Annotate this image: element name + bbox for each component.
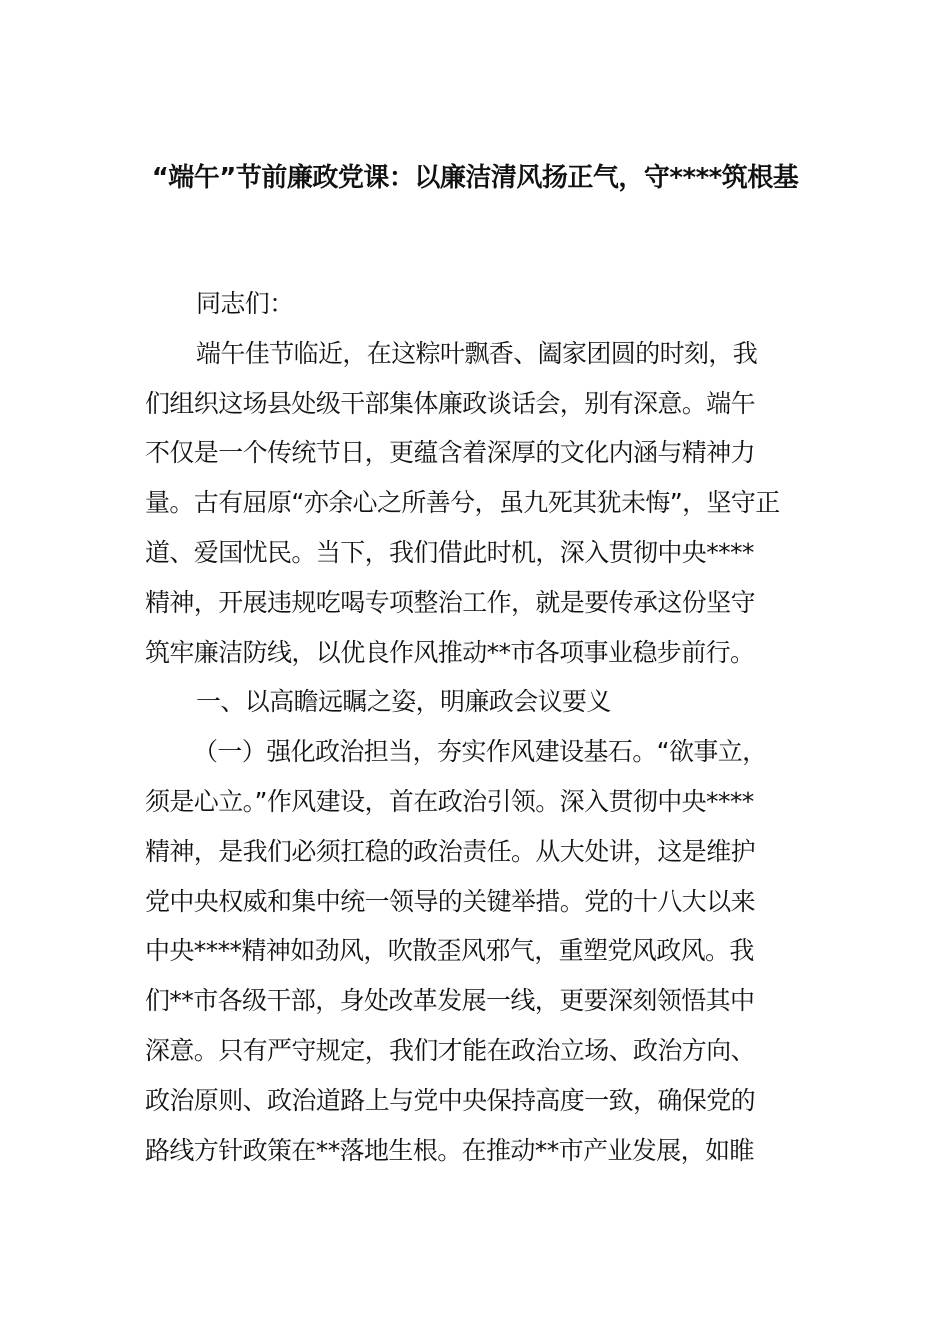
paragraph-line: 筑牢廉洁防线，以优良作风推动**市各项事业稳步前行。 xyxy=(145,637,755,667)
paragraph-line: 中央****精神如劲风，吹散歪风邪气，重塑党风政风。我 xyxy=(145,936,754,966)
paragraph-line: 们组织这场县处级干部集体廉政谈话会，别有深意。端午 xyxy=(145,388,756,418)
subsection-heading-line: （一）强化政治担当，夯实作风建设基石。“欲事立， xyxy=(193,737,767,767)
document-title: “端午”节前廉政党课：以廉洁清风扬正气，守****筑根基 xyxy=(151,163,799,193)
paragraph-line: 不仅是一个传统节日，更蕴含着深厚的文化内涵与精神力 xyxy=(145,438,756,468)
section-heading: 一、以高瞻远瞩之姿，明廉政会议要义 xyxy=(196,687,611,717)
paragraph-line: 政治原则、政治道路上与党中央保持高度一致，确保党的 xyxy=(145,1085,756,1115)
paragraph-line: 深意。只有严守规定，我们才能在政治立场、政治方向、 xyxy=(145,1035,756,1065)
paragraph-line: 量。古有屈原“亦余心之所善兮，虽九死其犹未悔”，坚守正 xyxy=(145,488,780,518)
paragraph-line: 须是心立。”作风建设，首在政治引领。深入贯彻中央**** xyxy=(145,786,754,816)
paragraph-line: 道、爱国忧民。当下，我们借此时机，深入贯彻中央**** xyxy=(145,537,754,567)
paragraph-line: 党中央权威和集中统一领导的关键举措。党的十八大以来 xyxy=(145,886,756,916)
paragraph-line: 精神，开展违规吃喝专项整治工作，就是要传承这份坚守 xyxy=(145,587,756,617)
paragraph-line: 路线方针政策在**落地生根。在推动**市产业发展，如睢 xyxy=(145,1135,754,1165)
document-body xyxy=(145,279,810,1175)
paragraph-line: 精神，是我们必须扛稳的政治责任。从大处讲，这是维护 xyxy=(145,836,756,866)
salutation: 同志们： xyxy=(196,289,294,318)
paragraph-line: 端午佳节临近，在这粽叶飘香、阖家团圆的时刻，我 xyxy=(196,338,758,368)
paragraph-line: 们**市各级干部，身处改革发展一线，更要深刻领悟其中 xyxy=(145,986,755,1016)
